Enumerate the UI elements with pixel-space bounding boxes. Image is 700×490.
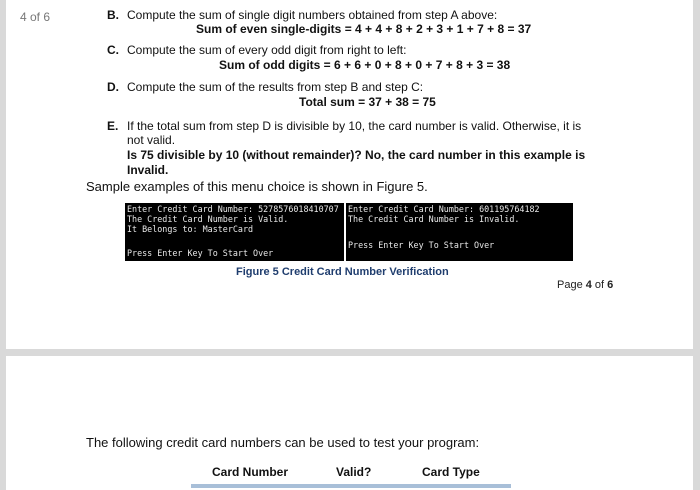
console-screenshot-valid bbox=[125, 203, 344, 261]
console-line: Press Enter Key To Start Over bbox=[348, 240, 495, 250]
page-counter: 4 of 6 bbox=[20, 10, 51, 24]
console-line: The Credit Card Number is Valid. bbox=[127, 214, 289, 224]
test-numbers-intro: The following credit card numbers can be used to test your program: bbox=[86, 435, 480, 450]
page-number-current: 4 bbox=[585, 279, 592, 291]
step-b-letter: B. bbox=[107, 8, 119, 22]
console-line: Press Enter Key To Start Over bbox=[127, 248, 274, 258]
step-b-result: Sum of even single-digits = 4 + 4 + 8 + 2 + 3 + 1 + 7 + 8 = 37 bbox=[196, 22, 532, 36]
page-number bbox=[557, 279, 613, 291]
console-line: The Credit Card Number is Invalid. bbox=[348, 214, 520, 224]
table-header-card-number: Card Number bbox=[212, 465, 289, 479]
step-c-result: Sum of odd digits = 6 + 6 + 0 + 8 + 0 + 7 + 8 + 3 = 38 bbox=[219, 58, 511, 72]
page-number-middle: of bbox=[591, 279, 608, 291]
console-screenshot-invalid bbox=[346, 203, 573, 261]
figure-caption: Figure 5 Credit Card Number Verification bbox=[236, 266, 449, 278]
document-page-4 bbox=[6, 0, 693, 349]
step-d-letter: D. bbox=[107, 80, 119, 94]
step-e-line1: If the total sum from step D is divisible by 10, the card number is valid. Otherwise, it is bbox=[127, 119, 582, 133]
step-b-text: Compute the sum of single digit numbers obtained from step A above: bbox=[127, 8, 498, 22]
table-header-underline bbox=[191, 484, 511, 488]
step-e-bold2: Invalid. bbox=[127, 163, 169, 177]
step-d-result: Total sum = 37 + 38 = 75 bbox=[299, 95, 436, 109]
step-e-line2: not valid. bbox=[127, 133, 176, 147]
step-c-text: Compute the sum of every odd digit from right to left: bbox=[127, 43, 407, 57]
step-c-letter: C. bbox=[107, 43, 119, 57]
step-d-text: Compute the sum of the results from step B and step C: bbox=[127, 80, 424, 94]
console-line: Enter Credit Card Number: 5278576018410707 bbox=[127, 204, 339, 214]
page-number-total: 6 bbox=[607, 279, 614, 291]
table-header-card-type: Card Type bbox=[422, 465, 480, 479]
console-line: Enter Credit Card Number: 601195764182 bbox=[348, 204, 540, 214]
page-number-prefix: Page bbox=[557, 279, 586, 291]
table-header-valid: Valid? bbox=[336, 465, 372, 479]
step-e-letter: E. bbox=[107, 119, 119, 133]
document-page-5 bbox=[6, 356, 693, 490]
console-line: It Belongs to: MasterCard bbox=[127, 224, 254, 234]
sample-text: Sample examples of this menu choice is shown in Figure 5. bbox=[86, 179, 428, 194]
step-e-bold1: Is 75 divisible by 10 (without remainder)? No, the card number in this example is bbox=[127, 148, 586, 162]
